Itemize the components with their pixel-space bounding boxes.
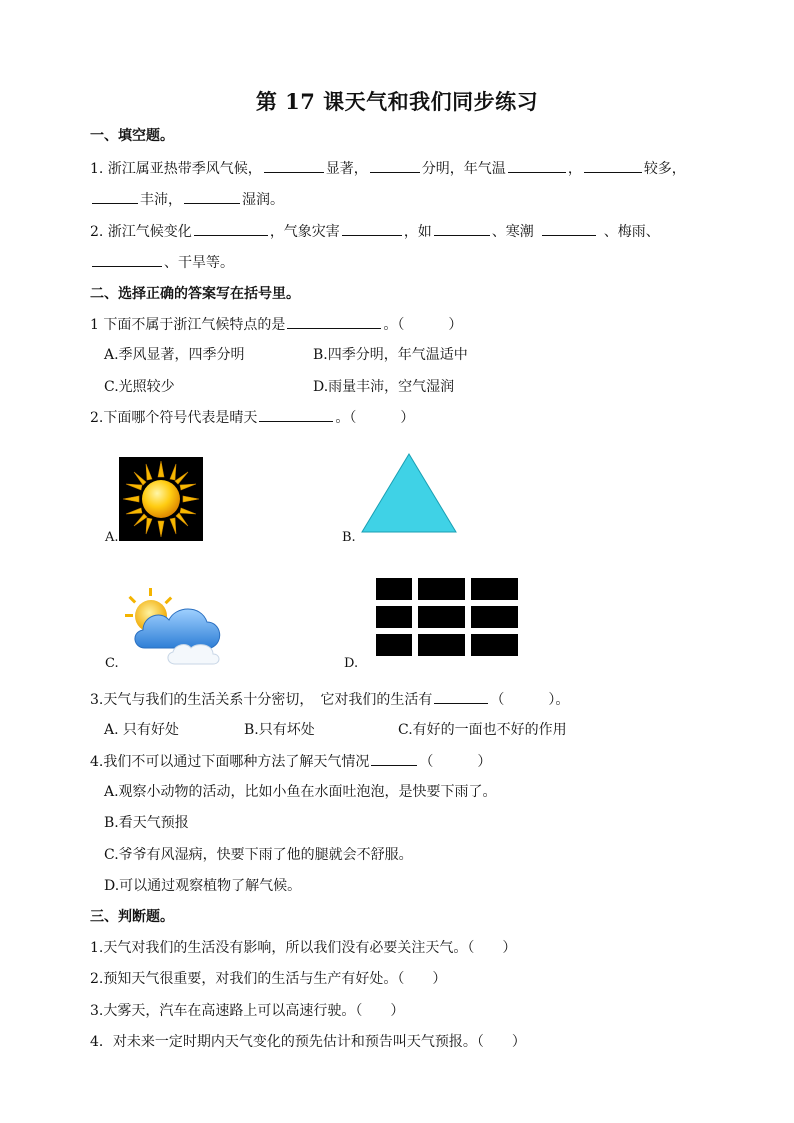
- s2-q1-option-b[interactable]: B.四季分明，年气温适中: [313, 347, 468, 363]
- section3-heading: 三、判断题。: [90, 909, 174, 925]
- partly-cloudy-icon[interactable]: [123, 588, 229, 668]
- fill-blank[interactable]: [342, 220, 402, 236]
- fill-blank[interactable]: [542, 220, 596, 236]
- fill-blank[interactable]: [434, 688, 488, 704]
- s2-q1-option-d[interactable]: D.雨量丰沛，空气湿润: [313, 379, 455, 395]
- image-option-b-label[interactable]: B.: [342, 530, 356, 545]
- fill-blank[interactable]: [508, 157, 566, 173]
- s1-q2-line1: 2. 浙江气候变化 ，气象灾害 ，如 、寒潮 、梅雨、: [90, 220, 660, 241]
- image-option-d-label[interactable]: D.: [344, 656, 359, 671]
- fill-blank[interactable]: [194, 220, 268, 236]
- s2-q4-option-d[interactable]: D.可以通过观察植物了解气候。: [104, 878, 302, 894]
- fill-blank[interactable]: [287, 313, 381, 329]
- s2-q4-option-b[interactable]: B.看天气预报: [104, 815, 189, 831]
- s3-item-3[interactable]: 3.大雾天，汽车在高速路上可以高速行驶。（ ）: [90, 1003, 405, 1019]
- fill-blank[interactable]: [264, 157, 324, 173]
- s2-q4-option-a[interactable]: A.观察小动物的活动，比如小鱼在水面吐泡泡，是快要下雨了。: [104, 784, 497, 800]
- fill-blank[interactable]: [92, 251, 162, 267]
- s2-q1-option-c[interactable]: C.光照较少: [104, 379, 175, 395]
- s2-q1: 1 下面不属于浙江气候特点的是 。（ ）: [90, 313, 462, 334]
- s3-item-2[interactable]: 2.预知天气很重要，对我们的生活与生产有好处。（ ）: [90, 971, 447, 987]
- s1-q1-line2: 丰沛， 湿润。: [90, 188, 284, 209]
- s2-q3-option-b[interactable]: B.只有坏处: [244, 722, 315, 738]
- s2-q3: 3.天气与我们的生活关系十分密切， 它对我们的生活有 （ ）。: [90, 688, 569, 709]
- triangle-icon[interactable]: [360, 452, 458, 534]
- s1-q2-line2: 、干旱等。: [90, 251, 234, 272]
- fill-blank[interactable]: [370, 157, 420, 173]
- page-title: 第 17 课天气和我们同步练习: [255, 89, 539, 114]
- sun-icon[interactable]: [119, 457, 203, 541]
- image-option-c-label[interactable]: C.: [105, 656, 119, 671]
- fill-blank[interactable]: [584, 157, 642, 173]
- section2-heading: 二、选择正确的答案写在括号里。: [90, 286, 300, 302]
- s2-q4-option-c[interactable]: C.爷爷有风湿病，快要下雨了他的腿就会不舒服。: [104, 847, 413, 863]
- fill-blank[interactable]: [92, 188, 138, 204]
- fog-bars-icon[interactable]: [376, 578, 518, 656]
- section1-heading: 一、填空题。: [90, 128, 174, 144]
- fill-blank[interactable]: [184, 188, 240, 204]
- image-option-a-label[interactable]: A.: [105, 530, 119, 545]
- s3-item-4[interactable]: 4．对未来一定时期内天气变化的预先估计和预告叫天气预报。（ ）: [90, 1034, 526, 1050]
- fill-blank[interactable]: [371, 750, 417, 766]
- fill-blank[interactable]: [434, 220, 490, 236]
- s2-q1-option-a[interactable]: A.季风显著，四季分明: [104, 347, 245, 363]
- s2-q4: 4.我们不可以通过下面哪种方法了解天气情况 （ ）: [90, 750, 491, 771]
- s3-item-1[interactable]: 1.天气对我们的生活没有影响，所以我们没有必要关注天气。（ ）: [90, 940, 517, 956]
- s2-q2: 2.下面哪个符号代表是晴天 。（ ）: [90, 406, 414, 427]
- s2-q3-option-c[interactable]: C.有好的一面也不好的作用: [398, 722, 567, 738]
- s1-q1-line1: 1. 浙江属亚热带季风气候， 显著， 分明，年气温 ， 较多，: [90, 157, 686, 178]
- s2-q3-option-a[interactable]: A. 只有好处: [104, 722, 180, 738]
- fill-blank[interactable]: [259, 406, 333, 422]
